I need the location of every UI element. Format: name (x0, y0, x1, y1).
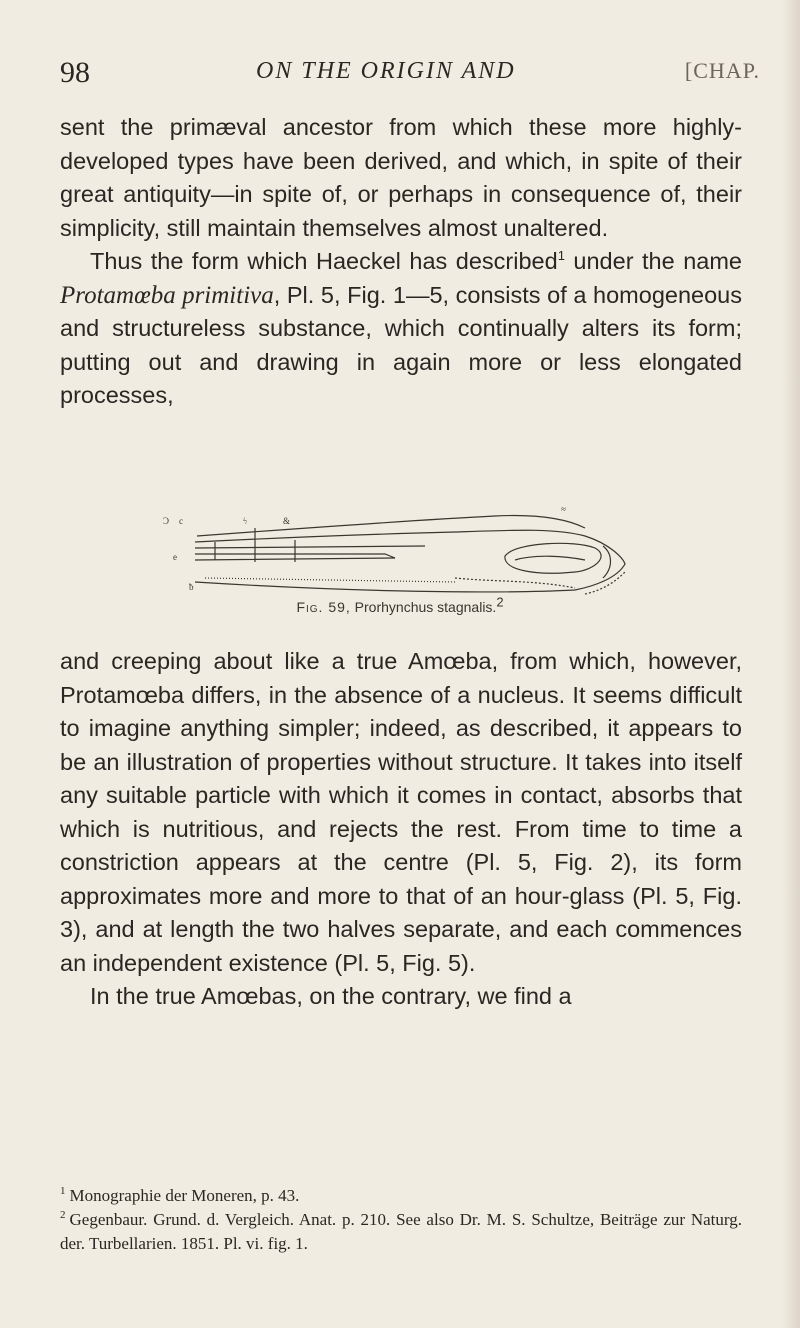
svg-text:ϟ: ϟ (243, 516, 248, 526)
paragraph-protamoeba: and creeping about like a true Amœba, from which, however, Protamœba differs, in the absence of a nucleus. It seems difficult to imagine anything simpler; indeed, as described, it appears to be an illustration of properties without structure. It takes into itself any suitable particle with which it comes in contact, absorbs that which is nutritious, and rejects the rest. From time to time a constriction appears at the centre (Pl. 5, Fig. 2), its form approximates more and more to that of an hour-glass (Pl. 5, Fig. 3), and at length the two halves separate, and each commences an independent existence (Pl. 5, Fig. 5). (60, 648, 742, 976)
svg-text:Ɔ: Ɔ (163, 516, 170, 526)
svg-text:ƀ: ƀ (189, 582, 194, 592)
footnote-2 (60, 1208, 742, 1256)
svg-text:e: e (173, 552, 177, 562)
footnotes (60, 1184, 742, 1256)
figure-caption (0, 594, 800, 615)
footnote-2-text: Gegenbaur. Grund. d. Vergleich. Anat. p. 210. See also Dr. M. S. Schultze, Beiträge zur Naturg. der. Turbellarien. 1851. Pl. vi. fig. 1. (60, 1210, 742, 1253)
page-edge-shadow (782, 0, 800, 1328)
footnote-1-num: 1 (60, 1185, 66, 1198)
footnote-1-text: Monographie der Moneren, p. 43. (69, 1186, 300, 1205)
figure-illustration (155, 498, 645, 598)
species-name: Protamœba primitiva (60, 281, 274, 309)
running-title: ON THE ORIGIN AND (256, 58, 516, 84)
paragraph-continued: sent the primæval ancestor from which these more highly-developed types have been derived, and which, in spite of their great antiquity—in spite of, or perhaps in consequence of, their simplicity, still maintain themselves almost unaltered. (60, 114, 742, 241)
page-number: 98 (60, 56, 90, 89)
svg-text:&: & (283, 516, 291, 526)
chapter-marker: [CHAP. (684, 58, 760, 83)
figure-title: Prorhynchus stagnalis. (350, 599, 497, 615)
footnote-ref-2: 2 (496, 594, 504, 610)
page-header (60, 56, 760, 96)
footnote-ref-1: 1 (557, 248, 565, 264)
para2-end: , Pl. 5, Fig. 1—5, consists of a homogeneous and structureless substance, which continually alters its form; putting out and drawing in again more or less elongated processes, (60, 281, 742, 408)
figure-label: Fig. 59, (296, 599, 351, 615)
text-block-upper (60, 111, 742, 413)
footnote-2-num: 2 (60, 1209, 66, 1222)
svg-text:c: c (179, 516, 183, 526)
svg-text:≈: ≈ (561, 504, 566, 514)
paragraph-true-amoebas: In the true Amœbas, on the contrary, we find a (90, 983, 572, 1009)
para2-start: Thus the form which Haeckel has described (90, 248, 558, 274)
footnote-1 (60, 1184, 742, 1208)
text-block-lower (60, 645, 742, 1014)
para2-mid: under the name (564, 248, 742, 274)
paragraph-haeckel (60, 245, 742, 413)
